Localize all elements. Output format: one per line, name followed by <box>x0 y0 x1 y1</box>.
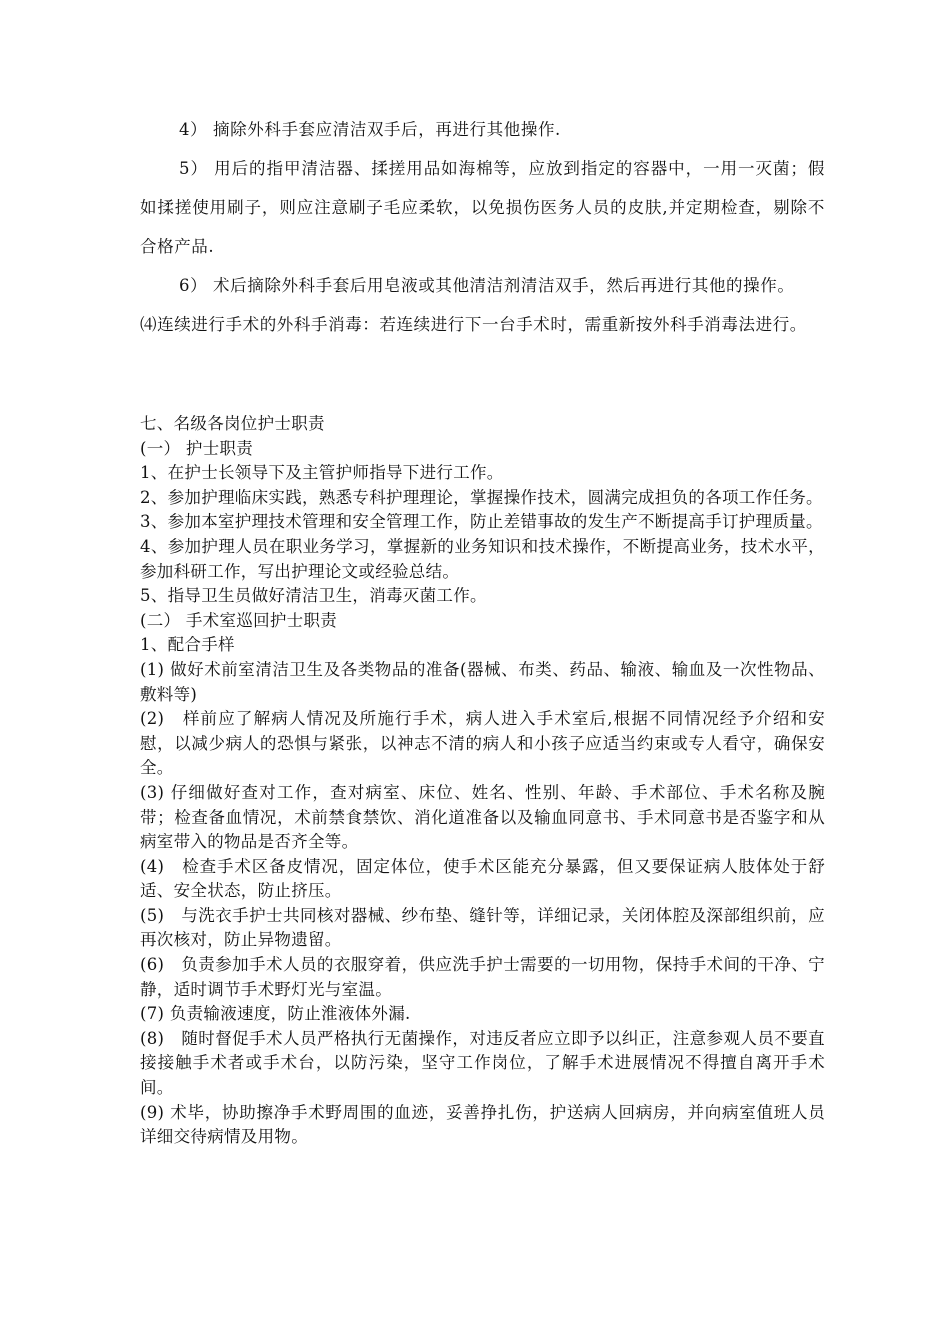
duty-item: (7) 负责输液速度，防止淮液体外漏. <box>140 1004 411 1024</box>
duty-item: (1) 做好术前室清洁卫生及各类物品的准备(器械、布类、药品、输液、输血及一次性物品、敷料等) <box>140 659 825 704</box>
duty-item: 2、参加护理临床实践，熟悉专科护理理论，掌握操作技术，圆满完成担负的各项工作任务。 <box>140 487 823 507</box>
paragraph-continuous-surgery: ⑷连续进行手术的外科手消毒：若连续进行下一台手术时，需重新按外科手消毒法进行。 <box>140 315 807 334</box>
hand-hygiene-section <box>140 110 825 344</box>
duty-item: (9) 术毕，协助擦净手术野周围的血迹，妥善挣扎伤，护送病人回病房，并向病室值班人员详细交待病情及用物。 <box>140 1102 825 1147</box>
nurse-duties-section <box>140 412 825 1150</box>
duty-item: (2) 样前应了解病人情况及所施行手术，病人进入手术室后,根据不同情况经予介绍和安慰，以减少病人的恐惧与紧张，以神志不清的病人和小孩子应适当约束或专人看守，确保安全。 <box>140 709 825 778</box>
duty-item: (5) 与洗衣手护士共同核对器械、纱布垫、缝针等，详细记录，关闭体腔及深部组织前，应再次核对，防止异物遗留。 <box>140 905 825 950</box>
duty-item: 4、参加护理人员在职业务学习，掌握新的业务知识和技术操作，不断提高业务，技术水平，参加科研工作，写出护理论文或经验总结。 <box>140 536 825 581</box>
duty-item: 3、参加本室护理技术管理和安全管理工作，防止差错事故的发生产不断提高手订护理质量。 <box>140 512 823 532</box>
duty-item: (3) 仔细做好查对工作，查对病室、床位、姓名、性别、年龄、手术部位、手术名称及腕带；检查备血情况，术前禁食禁饮、消化道准备以及输血同意书、手术同意书是否鉴字和从病室带入的物品是否齐全等。 <box>140 782 825 852</box>
paragraph-cleaning-tools: 5） 用后的指甲清洁器、揉搓用品如海棉等，应放到指定的容器中，一用一灭菌；假如揉搓使用刷子，则应注意刷子毛应柔软，以免损伤医务人员的皮肤,并定期检查，剔除不合格产品. <box>140 159 825 256</box>
duty-item: (8) 随时督促手术人员严格执行无菌操作，对违反者应立即予以纠正，注意参观人员不要直接接触手术者或手术台，以防污染，坚守工作岗位，了解手术进展情况不得擅自离开手术间。 <box>140 1028 825 1098</box>
subsection-heading-circulating-nurse: (二） 手术室巡回护士职责 <box>140 610 338 630</box>
subsection-item-heading: 1、配合手样 <box>140 635 235 655</box>
paragraph-remove-gloves: 4） 摘除外科手套应清洁双手后，再进行其他操作. <box>179 120 561 139</box>
duty-item: 5、指导卫生员做好清洁卫生，消毒灭菌工作。 <box>140 586 487 606</box>
subsection-heading-nurse-duties: (一） 护士职责 <box>140 438 254 458</box>
duty-item: (4) 检查手术区备皮情况，固定体位，使手术区能充分暴露，但又要保证病人肢体处于舒适、安全状态，防止挤压。 <box>140 856 825 901</box>
section-heading: 七、名级各岗位护士职责 <box>140 414 325 433</box>
duty-item: 1、在护士长领导下及主管护师指导下进行工作。 <box>140 463 504 483</box>
paragraph-after-surgery: 6） 术后摘除外科手套后用皂液或其他清洁剂清洁双手，然后再进行其他的操作。 <box>179 276 795 295</box>
duty-item: (6) 负责参加手术人员的衣服穿着，供应洗手护士需要的一切用物，保持手术间的干净、宁静，适时调节手术野灯光与室温。 <box>140 955 825 999</box>
